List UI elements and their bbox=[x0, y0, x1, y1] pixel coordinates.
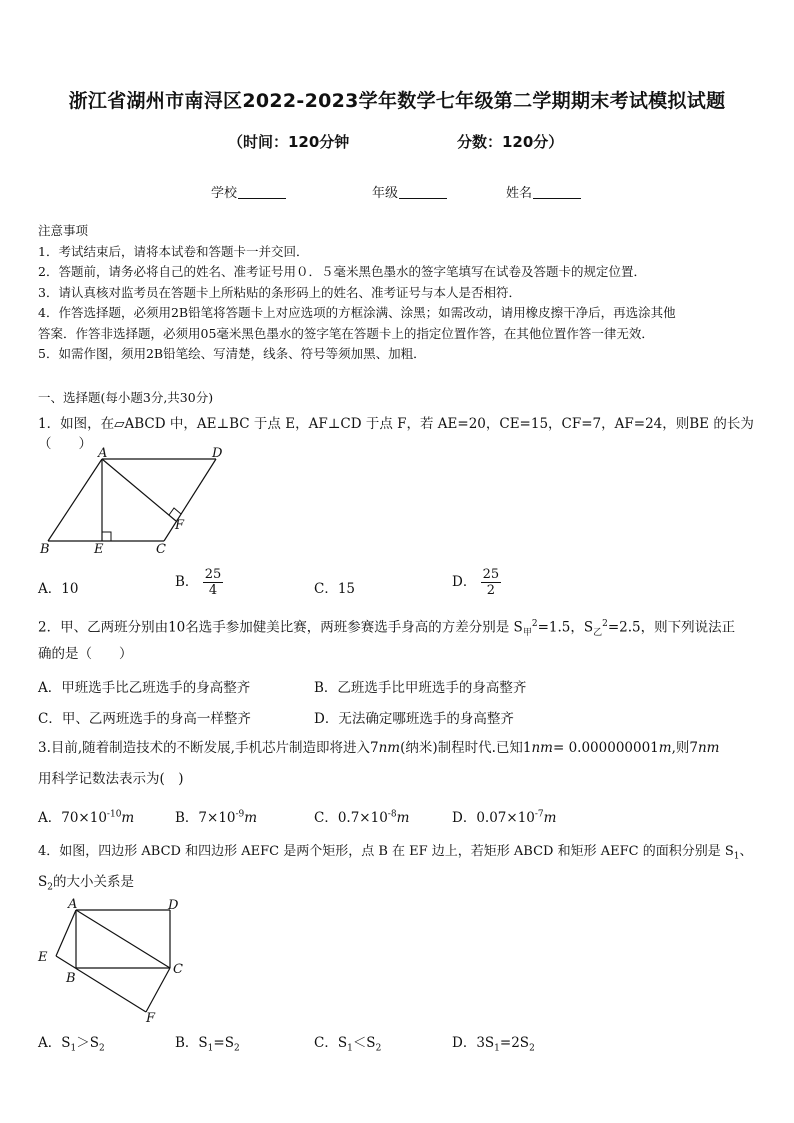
fraction-numerator: 25 bbox=[482, 567, 500, 582]
question-2-line2: 确的是（ ） bbox=[38, 646, 133, 662]
parallelogram-figure bbox=[36, 447, 236, 559]
q4-option-d bbox=[452, 1031, 535, 1054]
question-2-line1 bbox=[38, 614, 778, 643]
q1-option-c: C．15 bbox=[314, 581, 356, 597]
subscript-2: 2 bbox=[47, 882, 53, 893]
q3-text-3: = 0.000000001 bbox=[552, 740, 659, 756]
q3-text-1: 3.目前,随着制造技术的不断发展,手机芯片制造即将进入7 bbox=[38, 740, 379, 756]
school-field bbox=[211, 182, 286, 201]
q3-option-b-unit: m bbox=[244, 810, 258, 826]
q3-option-a-exponent: -10 bbox=[106, 809, 122, 820]
unit-nm: nm bbox=[697, 740, 720, 756]
q4-text-b: 的大小关系是 bbox=[52, 874, 134, 890]
question-3-line2: 用科学记数法表示为( ) bbox=[38, 771, 184, 787]
question-4-line1 bbox=[38, 842, 778, 867]
notice-item: 5．如需作图，须用2B铅笔绘、写清楚，线条、符号等须加黑、加粗． bbox=[38, 346, 426, 361]
subscript-2: 2 bbox=[529, 1043, 535, 1054]
question-1-text: 1．如图，在▱ABCD 中，AE⊥BC 于点 E，AF⊥CD 于点 F，若 AE=20，CE=15，CF=7，AF=24，则BE 的长为（ ） bbox=[38, 416, 754, 452]
q3-option-b-base: B．7×10 bbox=[175, 810, 236, 826]
fraction-denominator: 4 bbox=[208, 583, 218, 598]
q4-option-c bbox=[314, 1031, 381, 1054]
q2-option-c: C．甲、乙两班选手的身高一样整齐 bbox=[38, 711, 251, 727]
q2-option-b: B．乙班选手比甲班选手的身高整齐 bbox=[314, 680, 527, 696]
q3-option-c-base: C．0.7×10 bbox=[314, 810, 388, 826]
point-A-label: A bbox=[68, 897, 78, 912]
q3-option-a-base: A．70×10 bbox=[38, 810, 107, 826]
subscript-2: 2 bbox=[233, 1043, 240, 1054]
page-title: 浙江省湖州市南浔区2022-2023学年数学七年级第二学期期末考试模拟试题 bbox=[68, 90, 726, 112]
fraction-denominator: 2 bbox=[486, 583, 496, 598]
q4-option-b-mid: =S bbox=[213, 1035, 234, 1051]
q1-option-a: A．10 bbox=[38, 581, 79, 597]
q2-text-c: =2.5，则下列说法正 bbox=[607, 619, 736, 636]
fraction-numerator: 25 bbox=[204, 567, 222, 582]
school-label: 学校 bbox=[211, 186, 238, 201]
q3-option-b-exponent: -9 bbox=[235, 809, 245, 820]
q3-option-a bbox=[38, 806, 134, 826]
question-3-line1 bbox=[38, 738, 778, 758]
q4-text-a: 4．如图，四边形 ABCD 和四边形 AEFC 是两个矩形，点 B 在 EF 边上，若矩形 ABCD 和矩形 AEFC 的面积分别是 S bbox=[38, 844, 734, 859]
notice-item: 1．考试结束后，请将本试卷和答题卡一并交回． bbox=[38, 243, 309, 259]
q2-option-d: D．无法确定哪班选手的身高整齐 bbox=[314, 711, 514, 727]
q4-option-b bbox=[175, 1031, 240, 1054]
superscript-2: 2 bbox=[602, 619, 608, 629]
q3-option-a-unit: m bbox=[121, 810, 135, 826]
subscript-1: 1 bbox=[70, 1043, 77, 1054]
exam-score: 分数：120分） bbox=[457, 133, 564, 151]
notice-item: 4．作答选择题，必须用2B铅笔将答题卡上对应选项的方框涂满、涂黑；如需改动，请用橡皮擦干净后，再选涂其他 bbox=[38, 305, 676, 320]
q4-option-a-mid: ＞S bbox=[76, 1035, 99, 1051]
q2-text-b: =1.5，S bbox=[537, 619, 594, 636]
point-E-label: E bbox=[94, 542, 104, 557]
q4-option-c-mid: ＜S bbox=[352, 1035, 376, 1051]
q4-option-d-pre: D．3S bbox=[452, 1035, 495, 1051]
q3-option-c-unit: m bbox=[396, 810, 410, 826]
point-D-label: D bbox=[168, 898, 179, 913]
q2-text-a: 2．甲、乙两班分别由10名选手参加健美比赛，两班参赛选手身高的方差分别是 S bbox=[38, 619, 523, 636]
point-B-label: B bbox=[40, 542, 50, 557]
q4-option-b-pre: B．S bbox=[175, 1035, 208, 1051]
subscript-2: 2 bbox=[98, 1043, 105, 1054]
q3-option-b bbox=[175, 806, 257, 826]
point-A-label: A bbox=[98, 447, 108, 461]
q1-option-b bbox=[175, 567, 223, 598]
q1-option-d-prefix: D． bbox=[452, 574, 477, 590]
grade-blank bbox=[399, 185, 447, 199]
grade-label: 年级 bbox=[372, 186, 399, 201]
q1-option-d bbox=[452, 567, 501, 598]
q3-text-2: (纳米)制程时代.已知1 bbox=[400, 740, 532, 756]
subscript-2: 2 bbox=[375, 1043, 382, 1054]
rectangles-figure bbox=[34, 894, 194, 1024]
subscript-1: 1 bbox=[207, 1043, 214, 1054]
notice-item: 3．请认真核对监考员在答题卡上所粘贴的条形码上的姓名、准考证号与本人是否相符． bbox=[38, 284, 521, 300]
point-E-label: E bbox=[38, 950, 48, 965]
q1-option-b-prefix: B． bbox=[175, 574, 199, 590]
point-C-label: C bbox=[173, 962, 183, 977]
section-heading: 一、选择题(每小题3分,共30分) bbox=[38, 390, 214, 405]
subscript-jia: 甲 bbox=[522, 628, 532, 639]
unit-nm: nm bbox=[531, 740, 553, 756]
point-B-label: B bbox=[66, 971, 76, 986]
q3-option-d bbox=[452, 806, 556, 826]
subscript-1: 1 bbox=[494, 1043, 500, 1054]
q1-option-b-fraction bbox=[203, 567, 224, 598]
subscript-1: 1 bbox=[347, 1043, 353, 1054]
notice-section bbox=[38, 221, 768, 365]
q3-option-c bbox=[314, 806, 409, 826]
q2-option-a: A．甲班选手比乙班选手的身高整齐 bbox=[38, 680, 251, 696]
exam-time: （时间：120分钟 bbox=[228, 133, 350, 151]
q3-option-d-unit: m bbox=[543, 810, 557, 826]
point-D-label: D bbox=[212, 447, 223, 461]
q1-option-d-fraction bbox=[481, 567, 502, 598]
point-F-label: F bbox=[175, 518, 185, 533]
name-field bbox=[506, 182, 581, 201]
superscript-2: 2 bbox=[531, 619, 538, 629]
point-F-label: F bbox=[146, 1011, 156, 1024]
notice-item: 答案．作答非选择题，必须用05毫米黑色墨水的签字笔在答题卡上的指定位置作答，在其他位置作答一律无效． bbox=[38, 325, 654, 341]
q4-option-d-mid: =2S bbox=[499, 1035, 530, 1051]
grade-field bbox=[372, 182, 447, 201]
q4-option-a-pre: A．S bbox=[38, 1035, 71, 1051]
unit-m: m bbox=[658, 740, 672, 756]
notice-heading: 注意事项 bbox=[38, 223, 89, 238]
q3-option-c-exponent: -8 bbox=[387, 809, 397, 820]
q3-option-d-base: D．0.07×10 bbox=[452, 810, 535, 826]
q3-text-4: ,则7 bbox=[671, 740, 698, 756]
subscript-1: 1 bbox=[733, 851, 740, 862]
q3-option-d-exponent: -7 bbox=[534, 809, 544, 820]
point-C-label: C bbox=[156, 542, 166, 557]
school-blank bbox=[238, 185, 286, 199]
q4-separator: 、 bbox=[739, 844, 753, 859]
name-blank bbox=[533, 185, 581, 199]
q4-option-c-pre: C．S bbox=[314, 1035, 348, 1051]
q4-option-a bbox=[38, 1031, 105, 1054]
unit-nm: nm bbox=[378, 740, 401, 756]
notice-item: 2．答题前，请务必将自己的姓名、准考证号用０．５毫米黑色墨水的签字笔填写在试卷及答题卡的规定位置． bbox=[38, 264, 646, 279]
name-label: 姓名 bbox=[506, 186, 533, 201]
subscript-yi: 乙 bbox=[593, 628, 603, 639]
q4-s-symbol: S bbox=[38, 874, 48, 890]
